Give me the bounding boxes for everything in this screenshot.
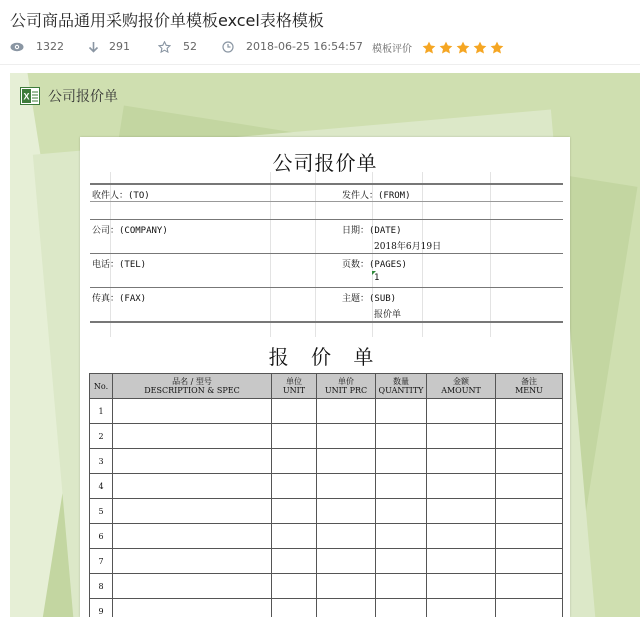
table-cell: [427, 424, 496, 449]
views-count: 1322: [36, 40, 64, 53]
column-header: [496, 374, 563, 399]
table-cell: [317, 524, 376, 549]
table-cell: [496, 449, 563, 474]
downloads-stat: [88, 40, 130, 53]
field-fax: 传真：(FAX): [92, 294, 147, 304]
table-cell: [427, 399, 496, 424]
column-header-cn: 备注: [521, 377, 537, 386]
table-cell: [113, 449, 272, 474]
table-cell: [376, 549, 427, 574]
row-number: 5: [90, 499, 113, 524]
favorites-count: 52: [183, 40, 197, 53]
column-header-cn: No.: [93, 381, 109, 391]
row-number: 9: [90, 599, 113, 617]
field-company: 公司：(COMPANY): [92, 226, 168, 236]
table-cell: [317, 499, 376, 524]
grid-line: [422, 172, 423, 337]
meta-bar: [10, 40, 630, 56]
table-cell: [317, 399, 376, 424]
rule-line: [90, 219, 563, 220]
table-cell: [376, 399, 427, 424]
field-subject: 主题：(SUB): [342, 294, 397, 304]
table-row: [90, 399, 563, 424]
table-cell: [376, 474, 427, 499]
table-cell: [427, 549, 496, 574]
rating-label: 模板评价: [372, 44, 412, 55]
rule-line: [90, 201, 563, 202]
views-stat: [10, 40, 64, 53]
table-row: [90, 549, 563, 574]
column-header-cn: 单价: [338, 377, 354, 386]
table-header-row: [90, 374, 563, 399]
clock-icon: [222, 41, 234, 53]
quote-table: [89, 373, 563, 617]
table-cell: [376, 499, 427, 524]
table-cell: [376, 599, 427, 617]
table-cell: [376, 524, 427, 549]
row-number: 8: [90, 574, 113, 599]
svg-text:X: X: [23, 91, 30, 102]
table-cell: [272, 574, 317, 599]
grid-line: [490, 172, 491, 337]
table-cell: [427, 474, 496, 499]
column-header-en: UNIT PRC: [324, 386, 368, 395]
table-cell: [113, 524, 272, 549]
table-cell: [496, 524, 563, 549]
table-cell: [376, 449, 427, 474]
table-cell: [496, 599, 563, 617]
table-cell: [272, 599, 317, 617]
table-cell: [496, 574, 563, 599]
page-title: 公司商品通用采购报价单模板excel表格模板: [10, 11, 324, 30]
field-to: 收件人：(TO): [92, 191, 150, 201]
grid-line: [270, 172, 271, 337]
file-header: [20, 86, 118, 106]
table-cell: [113, 549, 272, 574]
table-cell: [496, 499, 563, 524]
field-subject-value: 报价单: [374, 310, 402, 320]
table-cell: [272, 449, 317, 474]
table-cell: [376, 574, 427, 599]
rule-line: [90, 287, 563, 288]
field-date: 日期：(DATE): [342, 226, 402, 236]
rule-line: [90, 183, 563, 185]
table-cell: [317, 599, 376, 617]
download-arrow-icon: [88, 41, 99, 53]
row-number: 2: [90, 424, 113, 449]
table-cell: [496, 474, 563, 499]
table-row: [90, 574, 563, 599]
star-filled-icon: [456, 41, 470, 54]
downloads-count: 291: [109, 40, 130, 53]
star-outline-icon: [158, 41, 171, 53]
row-number: 3: [90, 449, 113, 474]
datetime-text: 2018-06-25 16:54:57: [246, 40, 363, 53]
field-date-value: 2018年6月19日: [374, 242, 442, 252]
datetime-stat: [222, 40, 363, 53]
column-header-en: AMOUNT: [441, 386, 481, 395]
table-cell: [427, 574, 496, 599]
table-cell: [317, 424, 376, 449]
table-cell: [317, 474, 376, 499]
field-pages-value: 1: [374, 273, 380, 283]
excel-file-icon: [20, 87, 40, 105]
table-cell: [317, 549, 376, 574]
file-label: 公司报价单: [48, 89, 118, 105]
column-header: [317, 374, 376, 399]
table-cell: [427, 524, 496, 549]
table-row: [90, 449, 563, 474]
column-header-en: MENU: [515, 386, 543, 395]
table-cell: [427, 599, 496, 617]
row-number: 4: [90, 474, 113, 499]
star-filled-icon: [490, 41, 504, 54]
row-number: 7: [90, 549, 113, 574]
rule-line: [90, 321, 563, 323]
table-cell: [272, 549, 317, 574]
star-filled-icon: [422, 41, 436, 54]
table-cell: [113, 424, 272, 449]
table-row: [90, 524, 563, 549]
table-cell: [113, 599, 272, 617]
rule-line: [90, 253, 563, 254]
row-number: 1: [90, 399, 113, 424]
grid-line: [315, 172, 316, 337]
favorites-stat[interactable]: [158, 40, 197, 53]
table-cell: [496, 399, 563, 424]
table-row: [90, 474, 563, 499]
column-header: [427, 374, 496, 399]
table-row: [90, 499, 563, 524]
table-cell: [113, 474, 272, 499]
column-header-cn: 数量: [393, 377, 409, 386]
column-header: [113, 374, 272, 399]
table-cell: [113, 499, 272, 524]
table-cell: [496, 424, 563, 449]
column-header-en: UNIT: [282, 386, 306, 395]
table-cell: [317, 449, 376, 474]
rating-stars: [422, 41, 504, 54]
eye-icon: [10, 42, 24, 52]
field-tel: 电话：(TEL): [92, 260, 147, 270]
table-cell: [272, 499, 317, 524]
table-row: [90, 424, 563, 449]
table-cell: [427, 499, 496, 524]
column-header-en: DESCRIPTION & SPEC: [144, 386, 240, 395]
table-cell: [113, 399, 272, 424]
column-header: [90, 374, 113, 399]
table-cell: [113, 574, 272, 599]
sheet-title: 公司报价单: [272, 151, 378, 175]
table-cell: [272, 424, 317, 449]
field-pages: 页数：(PAGES): [342, 260, 407, 270]
table-row: [90, 599, 563, 617]
table-cell: [427, 449, 496, 474]
section-title: 报 价 单: [268, 345, 382, 369]
star-filled-icon: [473, 41, 487, 54]
row-number: 6: [90, 524, 113, 549]
table-cell: [272, 524, 317, 549]
table-cell: [272, 474, 317, 499]
spreadsheet-preview[interactable]: [80, 137, 570, 617]
field-from: 发件人：(FROM): [342, 191, 411, 201]
column-header: [376, 374, 427, 399]
table-cell: [317, 574, 376, 599]
column-header-cn: 品名 / 型号: [172, 377, 212, 386]
column-header-en: QUANTITY: [378, 386, 424, 395]
rating: [372, 40, 504, 55]
column-header-cn: 金额: [453, 377, 469, 386]
header-divider: [0, 64, 640, 65]
star-filled-icon: [439, 41, 453, 54]
column-header-cn: 单位: [286, 377, 302, 386]
table-cell: [496, 549, 563, 574]
column-header: [272, 374, 317, 399]
table-cell: [272, 399, 317, 424]
table-cell: [376, 424, 427, 449]
